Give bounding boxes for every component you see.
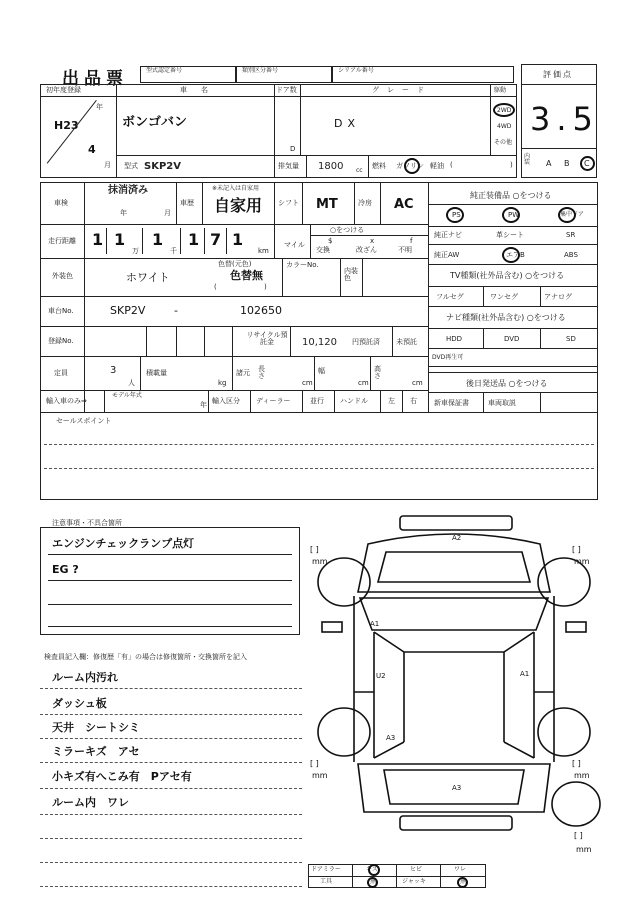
model-value: SKP2V [144,161,181,172]
recycle-label: リサイクル預託金 [246,331,288,346]
drive-label: 駆動 [494,87,507,94]
opt-airbag-circle [502,247,520,263]
f-mark: f [410,237,413,245]
grade-label: グレード [372,86,432,94]
inspector-line-2: ダッシュ板 [52,697,107,710]
first-reg-label: 初年度登録 [46,86,81,94]
break-label: ワレ [454,866,467,873]
model-cert-label: 型式認定番号 [146,67,183,74]
inspection-year-unit: 年 [120,209,127,217]
sales-points-label: セールスポイント [56,417,112,425]
car-name-label: 車名 [180,86,222,94]
height-cm-unit: cm [412,379,423,387]
length-label: 長さ [258,365,265,380]
opt-aw: 純正AW [434,251,460,259]
month-value: 4 [88,143,96,156]
month-unit: 月 [104,161,111,169]
opt-ps: PS [452,211,461,219]
color-no-label: カラーNo. [286,261,319,269]
mm-rl: mm [312,771,328,780]
page-title: 出品票 [62,69,128,89]
opt-pw-circle [502,207,520,223]
rating-value: 3.5 [530,100,599,138]
chassis-number: 102650 [240,304,282,317]
mark-front-bumper: A2 [452,534,462,542]
mileage-digit-4: 1 [188,230,200,249]
repaint-paren-open: ( [214,283,217,291]
unknown-label: 不明 [398,246,412,254]
navi-hdd: HDD [446,335,463,343]
mark-left-rear: A3 [386,734,396,742]
handle-right: 右 [410,397,417,405]
repaint-label: 色替(元色) [218,260,252,268]
class-number-label: 類別区分番号 [242,67,279,74]
altered-label: 改ざん [356,246,377,254]
serial-number-label: シリアル番号 [338,67,374,74]
inspector-title: 検査員記入欄：修復歴「有」の場合は修復箇所・交換箇所を記入 [44,653,247,661]
bracket-rr: [ ] [572,759,581,768]
navi-dvd: DVD [504,335,520,343]
tv-title: TV種類(社外品含む) ○をつける [450,271,565,280]
interior-grade-c: C [584,159,590,168]
cc-unit: cc [356,167,363,174]
drive-4wd: 4WD [497,123,512,130]
model-year-label: モデル年式 [112,392,142,399]
mark-left-door: U2 [376,672,386,680]
mark-rear: A3 [452,784,462,792]
later-warranty: 新車保証書 [434,399,469,407]
chassis-label: 車台No. [48,307,74,315]
inspection-value: 抹消済み [108,185,148,196]
history-label: 車歴 [180,199,194,207]
displacement-label: 排気量 [278,162,299,170]
opt-abs: ABS [564,251,578,259]
recycle-value: 10,120 [302,337,337,348]
mm-fl: mm [312,557,328,566]
history-value: 自家用 [214,196,263,215]
later-title: 後日発送品 ○をつける [466,379,548,388]
opt-leather: 革シート [496,231,524,239]
mileage-label: 走行距離 [48,237,76,245]
opt-navi: 純正ナビ [434,231,462,239]
note-line-2: EG ? [52,563,79,576]
mileage-digit-2: 1 [114,230,126,249]
load-label: 積載量 [146,369,167,377]
mileage-digit-5: 7 [210,230,222,249]
mark-left-front: A1 [370,620,380,628]
inspection-label: 車検 [54,199,68,207]
interior-label: 内装 [524,153,531,166]
inspector-line-3: 天井 シートシミ [52,721,140,734]
length-cm-unit: cm [302,379,313,387]
inspector-line-1: ルーム内汚れ [52,671,118,684]
opt-pw: PW [508,211,520,219]
history-note: ※未記入は自家用 [212,185,260,192]
door-mirror-label: ドアミラー [311,866,341,873]
dvd-playback-label: DVD再生可 [432,354,464,361]
tv-analog: アナログ [544,293,572,301]
inspector-line-5: 小キズ有へこみ有 Pアセ有 [52,770,192,783]
import-division-label: 輸入区分 [212,397,240,405]
tv-fullseg: フルセグ [436,293,464,301]
bracket-rl: [ ] [310,759,319,768]
tools-value: 無 [370,878,377,885]
repaint-value: 色替無 [230,269,263,282]
shift-value: MT [316,197,338,212]
opt-central-lock: 集中ドア [560,211,584,218]
chassis-model: SKP2V [110,304,146,317]
kg-unit: kg [218,379,227,387]
tv-oneseg: ワンセグ [490,293,518,301]
inspector-line-4: ミラーキズ アセ [52,745,140,758]
mileage-digit-3: 1 [152,230,164,249]
import-dealer: ディーラー [256,397,291,405]
interior-grade-b: B [564,159,570,168]
interior-color-label: 内装色 [344,267,358,282]
drive-circle [493,103,515,117]
repaint-paren-close: ) [264,283,267,291]
mileage-sen-unit: 千 [170,247,177,255]
handle-label: ハンドル [340,397,368,405]
fuel-circle [404,158,420,174]
capacity-value: 3 [110,365,117,376]
jack-label: ジャッキ [402,878,426,885]
car-damage-diagram [304,512,604,862]
navi-title: ナビ種類(社外品含む) ○をつける [446,313,566,322]
jack-circle [457,877,468,888]
year-unit: 年 [96,103,103,111]
ac-label: 冷房 [358,199,372,207]
notes-title: 注意事項・不具合箇所 [52,519,122,527]
navi-sd: SD [566,335,576,343]
opt-ps-circle [446,207,464,223]
fuel-paren-close: ) [510,161,513,169]
person-unit: 人 [128,379,135,387]
model-label: 型式 [124,162,138,170]
tools-circle [367,877,378,888]
interior-grade-circle [580,156,595,171]
bracket-fl: [ ] [310,545,319,554]
fuel-diesel: 軽油 [430,162,444,170]
recycle-deposited: 円預託済 [352,338,380,346]
exchange-label: 交換 [316,246,330,254]
height-label: 高さ [374,365,381,380]
mileage-digit-1: 1 [92,230,104,249]
bracket-fr: [ ] [572,545,581,554]
registration-label: 登録No. [48,337,74,345]
crack-label: ヒビ [410,866,423,873]
doors-label: ドア数 [276,86,297,94]
fuel-label: 燃料 [372,162,386,170]
drive-2wd: 2WD [497,107,512,114]
car-name-value: ボンゴバン [122,115,188,130]
opt-central-lock-circle [558,207,576,223]
grade-value: DX [334,117,361,130]
mileage-km-unit: km [258,247,269,255]
scratch-label: キズ [366,866,378,873]
scratch-circle [368,864,380,876]
model-year-unit: 年 [200,401,207,409]
inspection-month-unit: 月 [164,209,171,217]
later-manual: 車両取説 [488,399,516,407]
recycle-not-deposited: 未預託 [396,338,417,346]
genuine-title: 純正装備品 ○をつける [470,191,552,200]
fuel-gasoline: ガソリン [396,162,424,170]
mileage-circle-note: ○をつける [330,226,365,234]
inspector-line-6: ルーム内 ワレ [52,796,129,809]
opt-sr: SR [566,231,576,239]
handle-left: 左 [388,397,395,405]
rating-label: 評価点 [543,70,573,79]
dollar-mark: $ [328,237,333,245]
mm-rr: mm [574,771,590,780]
displacement-value: 1800 [318,161,344,172]
import-label: 輸入車のみ⇒ [46,397,87,405]
mileage-digit-6: 1 [232,230,244,249]
tools-label: 工具 [320,878,333,885]
interior-grade-a: A [546,159,552,168]
color-label: 外装色 [52,272,73,280]
color-value: ホワイト [126,271,170,284]
drive-other: その他 [494,139,513,146]
mm-fr: mm [574,557,590,566]
mark-right-door: A1 [520,670,530,678]
x-mark: x [370,237,375,245]
jack-value: 無 [460,878,467,885]
capacity-label: 定員 [54,369,68,377]
opt-airbag: エアB [506,251,525,259]
chassis-dash: - [174,304,178,317]
dims-label: 諸元 [236,369,250,377]
era-year-value: H23 [54,119,79,132]
import-parallel: 並行 [310,397,324,405]
note-line-1: エンジンチェックランプ点灯 [52,537,195,550]
fuel-paren-open: ( [450,161,453,169]
bracket-spare: [ ] [574,831,583,840]
width-cm-unit: cm [358,379,369,387]
door-d-label: D [290,145,296,153]
ac-value: AC [394,197,414,212]
mile-label: マイル [284,241,305,249]
mm-spare: mm [576,845,592,854]
width-label: 幅 [318,367,325,375]
shift-label: シフト [278,199,299,207]
mileage-man-unit: 万 [132,247,139,255]
